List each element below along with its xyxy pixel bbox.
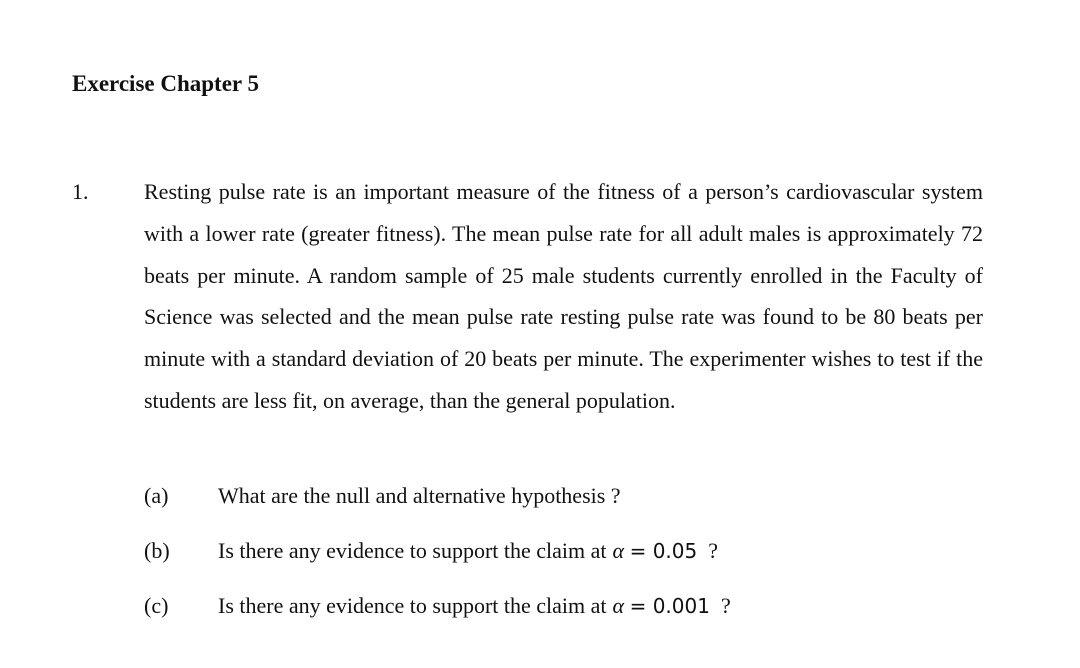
alpha-symbol: α xyxy=(612,593,625,618)
question-mark: ? xyxy=(720,593,731,618)
question-mark: ? xyxy=(708,538,719,563)
alpha-symbol: α xyxy=(612,538,625,563)
part-text: What are the null and alternative hypothesis ? xyxy=(218,483,621,508)
part-label: (a) xyxy=(144,483,169,508)
question-text: Resting pulse rate is an important measure of the fitness of a person’s cardiovascular system with a lower rate (greater fitness). The mean pulse rate for all adult males is approximately 72 beats per minute. A random sample of 25 male students currently enrolled in the Faculty of Science was selected and the mean pulse rate resting pulse rate was found to be 80 beats per minute with a standard deviation of 20 beats per minute. The experimenter wishes to test if the students are less fit, on average, than the general population. xyxy=(144,179,983,413)
page-title: Exercise Chapter 5 xyxy=(72,71,259,96)
part-text: Is there any evidence to support the claim at xyxy=(218,538,607,563)
alpha-value: = 0.05 xyxy=(629,539,698,563)
part-text: Is there any evidence to support the claim at xyxy=(218,593,607,618)
question-number: 1. xyxy=(72,179,89,204)
alpha-value: = 0.001 xyxy=(629,594,710,618)
part-label: (c) xyxy=(144,593,169,618)
part-text-wrapper xyxy=(218,536,718,566)
part-label: (b) xyxy=(144,538,170,563)
part-text-wrapper xyxy=(218,591,731,621)
